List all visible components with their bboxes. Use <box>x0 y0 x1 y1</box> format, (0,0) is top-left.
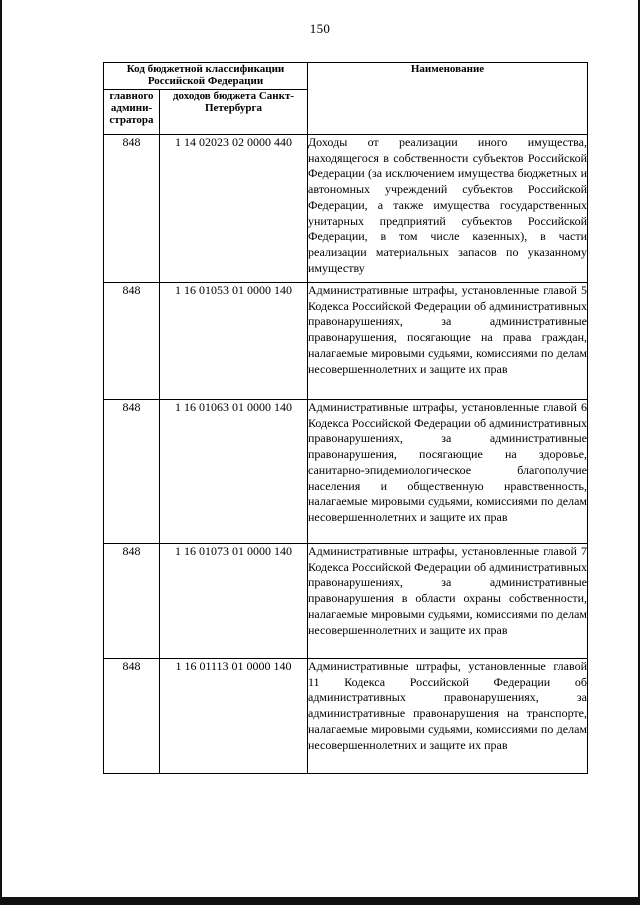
row-admin-code: 848 <box>104 400 160 544</box>
table-row <box>104 135 588 283</box>
row-admin-code: 848 <box>104 135 160 283</box>
row-admin-code: 848 <box>104 659 160 774</box>
row-name: Административные штрафы, установленные главой 6 Кодекса Российской Федерации об административных правонарушениях, за административные правонарушения, посягающие на здоровье, санитарно-эпидемиологическое благополучие населения и общественную нравственность, налагаемые мировыми судьями, комиссиями по делам несовершеннолетних и защите их прав <box>308 400 588 544</box>
table-row <box>104 544 588 659</box>
row-name: Доходы от реализации иного имущества, находящегося в собственности субъектов Российской Федерации (за исключением имущества бюджетных и автономных учреждений субъектов Российской Федерации, а также имущества государственных унитарных предприятий субъектов Российской Федерации, в том числе казенных), в части реализации материальных запасов по указанному имуществу <box>308 135 588 283</box>
table-row <box>104 283 588 400</box>
row-income-code: 1 16 01053 01 0000 140 <box>160 283 308 400</box>
table-row <box>104 400 588 544</box>
row-name: Административные штрафы, установленные главой 7 Кодекса Российской Федерации об административных правонарушениях, за административные правонарушения в области охраны собственности, налагаемые мировыми судьями, комиссиями по делам несовершеннолетних и защите их прав <box>308 544 588 659</box>
row-income-code: 1 16 01073 01 0000 140 <box>160 544 308 659</box>
row-income-code: 1 14 02023 02 0000 440 <box>160 135 308 283</box>
table-header-row-1 <box>104 63 588 90</box>
scan-edge-bottom <box>0 897 640 905</box>
budget-classification-table <box>103 62 588 774</box>
scan-edge-left <box>0 0 2 905</box>
header-budget-income: доходов бюджета Санкт-Петербурга <box>160 90 308 135</box>
row-name: Административные штрафы, установленные главой 11 Кодекса Российской Федерации об административных правонарушениях, за административные правонарушения на транспорте, налагаемые мировыми судьями, комиссиями по делам несовершеннолетних и защите их прав <box>308 659 588 774</box>
page-number: 150 <box>309 21 331 36</box>
header-classification-code: Код бюджетной классификации Российской Федерации <box>104 63 308 90</box>
row-admin-code: 848 <box>104 283 160 400</box>
row-income-code: 1 16 01113 01 0000 140 <box>160 659 308 774</box>
row-admin-code: 848 <box>104 544 160 659</box>
table-row <box>104 659 588 774</box>
header-name: Наименование <box>308 63 588 135</box>
row-income-code: 1 16 01063 01 0000 140 <box>160 400 308 544</box>
header-main-administrator: главного админи-стратора <box>104 90 160 135</box>
row-name: Административные штрафы, установленные главой 5 Кодекса Российской Федерации об административных правонарушениях, за административные правонарушения, посягающие на права граждан, налагаемые мировыми судьями, комиссиями по делам несовершеннолетних и защите их прав <box>308 283 588 400</box>
